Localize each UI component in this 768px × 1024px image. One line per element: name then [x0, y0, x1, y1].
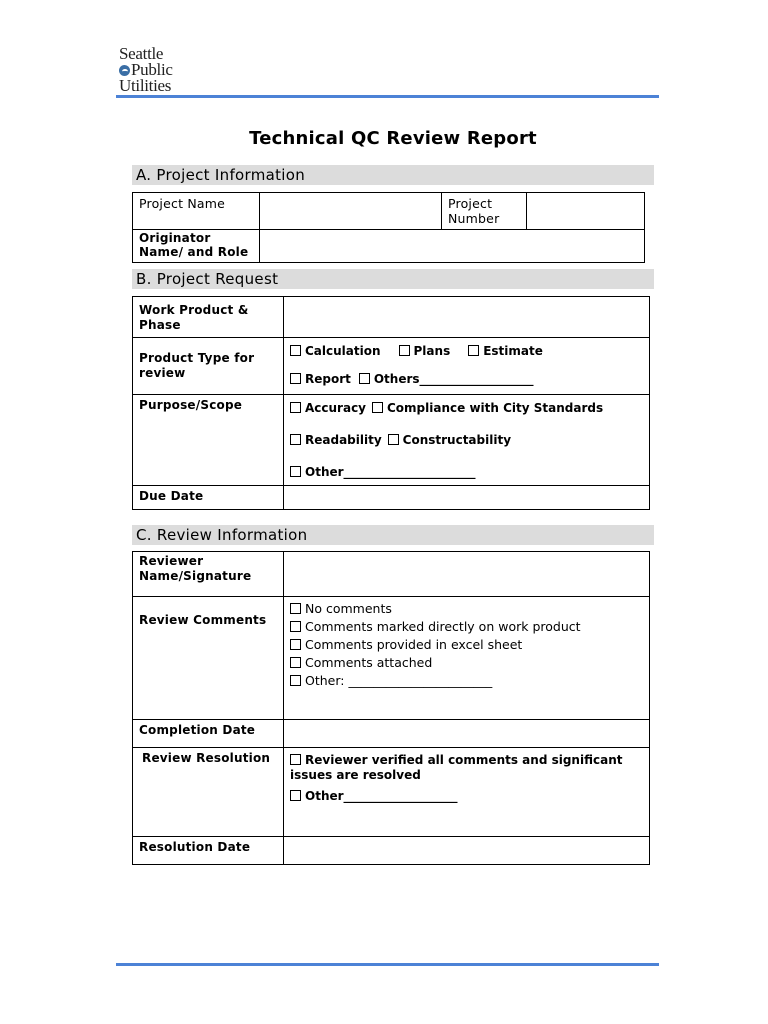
report-checkbox[interactable]: [290, 373, 301, 384]
review-resolution-options: [284, 748, 650, 837]
comments-attached-label: Comments attached: [305, 655, 433, 670]
work-product-label: Work Product & Phase: [133, 297, 284, 338]
comments-excel-label: Comments provided in excel sheet: [305, 637, 523, 652]
resolution-other-checkbox[interactable]: [290, 790, 301, 801]
section-c-heading: C. Review Information: [132, 525, 654, 545]
no-comments-checkbox[interactable]: [290, 603, 301, 614]
seattle-public-utilities-logo: [119, 46, 173, 94]
readability-label: Readability: [305, 433, 382, 447]
compliance-checkbox[interactable]: [372, 402, 383, 413]
calculation-checkbox[interactable]: [290, 345, 301, 356]
others-label: Others___________________: [373, 372, 534, 386]
comments-attached-checkbox[interactable]: [290, 657, 301, 668]
comments-other-checkbox[interactable]: [290, 675, 301, 686]
completion-date-field[interactable]: [284, 720, 650, 748]
originator-label: Originator Name/ and Role: [133, 230, 260, 263]
purpose-label: Purpose/Scope: [133, 395, 284, 486]
reviewer-label: Reviewer Name/Signature: [133, 552, 284, 597]
project-number-label: Project Number: [442, 193, 527, 230]
review-information-table: [132, 551, 650, 865]
calculation-label: Calculation: [305, 344, 381, 358]
product-type-options: [284, 338, 650, 395]
comments-excel-checkbox[interactable]: [290, 639, 301, 650]
water-drop-icon: [119, 65, 130, 76]
section-a-heading: A. Project Information: [132, 165, 654, 185]
estimate-label: Estimate: [483, 344, 543, 358]
plans-label: Plans: [413, 344, 451, 358]
others-checkbox[interactable]: [359, 373, 370, 384]
reviewer-field[interactable]: [284, 552, 650, 597]
comments-marked-checkbox[interactable]: [290, 621, 301, 632]
report-label: Report: [305, 372, 351, 386]
completion-date-label: Completion Date: [133, 720, 284, 748]
purpose-options: [284, 395, 650, 486]
product-type-label: Product Type for review: [133, 338, 284, 395]
originator-field[interactable]: [260, 230, 645, 263]
project-information-table: [132, 192, 645, 263]
compliance-label: Compliance with City Standards: [387, 401, 604, 415]
logo-line-2: Public: [131, 60, 173, 79]
logo-line-1: Seattle: [119, 44, 164, 63]
project-number-field[interactable]: [527, 193, 645, 230]
no-comments-label: No comments: [305, 601, 392, 616]
document-title: Technical QC Review Report: [249, 128, 537, 149]
comments-other-label: Other: _______________________: [305, 673, 493, 688]
due-date-field[interactable]: [284, 486, 650, 510]
due-date-label: Due Date: [133, 486, 284, 510]
estimate-checkbox[interactable]: [468, 345, 479, 356]
accuracy-checkbox[interactable]: [290, 402, 301, 413]
project-request-table: [132, 296, 650, 510]
plans-checkbox[interactable]: [399, 345, 410, 356]
review-comments-label: Review Comments: [133, 597, 284, 720]
purpose-other-checkbox[interactable]: [290, 466, 301, 477]
reviewer-verified-label: Reviewer verified all comments and significant issues are resolved: [290, 753, 623, 782]
project-name-label: Project Name: [133, 193, 260, 230]
header-rule: [116, 95, 659, 98]
logo-line-3: Utilities: [119, 76, 172, 95]
resolution-date-field[interactable]: [284, 837, 650, 865]
review-resolution-label: Review Resolution: [133, 748, 284, 837]
project-name-field[interactable]: [260, 193, 442, 230]
reviewer-verified-checkbox[interactable]: [290, 754, 301, 765]
resolution-other-label: Other___________________: [305, 789, 458, 803]
accuracy-label: Accuracy: [305, 401, 367, 415]
resolution-date-label: Resolution Date: [133, 837, 284, 865]
purpose-other-label: Other______________________: [305, 465, 476, 479]
work-product-field[interactable]: [284, 297, 650, 338]
section-b-heading: B. Project Request: [132, 269, 654, 289]
review-comments-options: [284, 597, 650, 720]
footer-rule: [116, 963, 659, 966]
constructability-label: Constructability: [402, 433, 512, 447]
constructability-checkbox[interactable]: [388, 434, 399, 445]
comments-marked-label: Comments marked directly on work product: [305, 619, 581, 634]
readability-checkbox[interactable]: [290, 434, 301, 445]
